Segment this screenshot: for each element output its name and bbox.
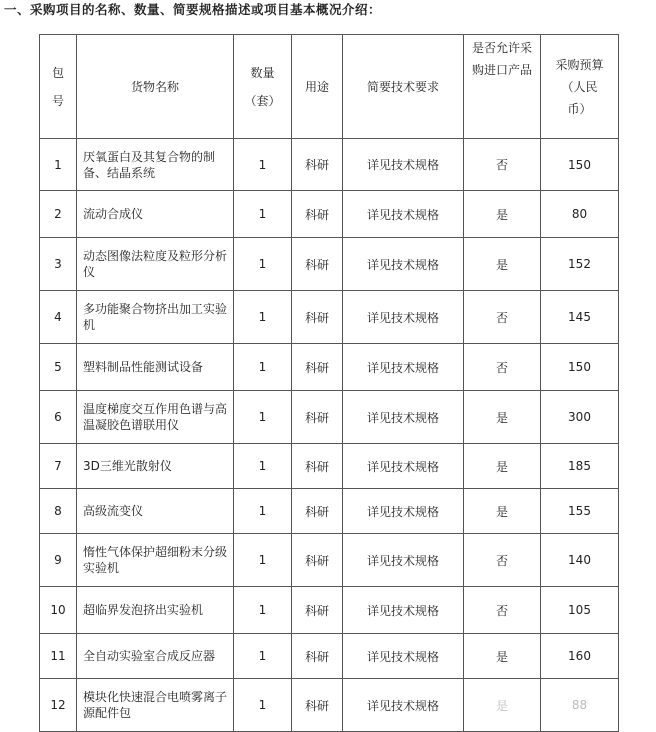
header-spec: 简要技术要求 (343, 35, 464, 139)
table-row (40, 391, 619, 444)
row-use: 科研 (292, 634, 343, 679)
row-goods-name: 流动合成仪 (77, 191, 234, 238)
row-use: 科研 (292, 344, 343, 391)
row-number: 4 (40, 291, 77, 344)
row-quantity: 1 (234, 489, 292, 534)
row-use: 科研 (292, 139, 343, 191)
row-goods-name: 温度梯度交互作用色谱与高温凝胶色谱联用仪 (77, 391, 234, 444)
header-package-no: 包 号 (40, 35, 77, 139)
row-import-allowed: 否 (464, 291, 541, 344)
row-import-allowed: 是 (464, 634, 541, 679)
row-number: 7 (40, 444, 77, 489)
row-quantity: 1 (234, 679, 292, 732)
row-use: 科研 (292, 444, 343, 489)
table-row (40, 679, 619, 732)
row-quantity: 1 (234, 587, 292, 634)
section-heading: 一、采购项目的名称、数量、简要规格描述或项目基本概况介绍： (4, 2, 382, 17)
row-budget: 300 (541, 391, 619, 444)
row-quantity: 1 (234, 391, 292, 444)
row-goods-name: 高级流变仪 (77, 489, 234, 534)
row-budget: 150 (541, 344, 619, 391)
table-row (40, 534, 619, 587)
row-spec: 详见技术规格 (343, 679, 464, 732)
row-number: 2 (40, 191, 77, 238)
row-use: 科研 (292, 191, 343, 238)
row-goods-name: 多功能聚合物挤出加工实验机 (77, 291, 234, 344)
row-number: 6 (40, 391, 77, 444)
row-import-allowed: 是 (464, 679, 541, 732)
row-quantity: 1 (234, 634, 292, 679)
table-row (40, 139, 619, 191)
row-budget: 145 (541, 291, 619, 344)
row-goods-name: 塑料制品性能测试设备 (77, 344, 234, 391)
row-import-allowed: 否 (464, 139, 541, 191)
row-number: 9 (40, 534, 77, 587)
row-quantity: 1 (234, 344, 292, 391)
row-import-allowed: 是 (464, 444, 541, 489)
row-import-allowed: 否 (464, 587, 541, 634)
row-budget: 140 (541, 534, 619, 587)
row-quantity: 1 (234, 139, 292, 191)
row-number: 10 (40, 587, 77, 634)
row-import-allowed: 否 (464, 344, 541, 391)
row-budget: 185 (541, 444, 619, 489)
row-goods-name: 3D三维光散射仪 (77, 444, 234, 489)
row-spec: 详见技术规格 (343, 534, 464, 587)
row-quantity: 1 (234, 291, 292, 344)
row-number: 12 (40, 679, 77, 732)
row-spec: 详见技术规格 (343, 444, 464, 489)
row-spec: 详见技术规格 (343, 391, 464, 444)
table-row (40, 587, 619, 634)
row-number: 1 (40, 139, 77, 191)
header-budget: 采购预算 （人民 币） (541, 35, 619, 139)
header-row (40, 35, 619, 139)
row-quantity: 1 (234, 534, 292, 587)
row-budget: 155 (541, 489, 619, 534)
row-spec: 详见技术规格 (343, 291, 464, 344)
row-budget: 88 (541, 679, 619, 732)
row-use: 科研 (292, 489, 343, 534)
header-use: 用途 (292, 35, 343, 139)
header-import-allowed: 是否允许采 购进口产品 (464, 35, 541, 139)
row-budget: 160 (541, 634, 619, 679)
row-budget: 152 (541, 238, 619, 291)
row-import-allowed: 是 (464, 391, 541, 444)
row-spec: 详见技术规格 (343, 634, 464, 679)
row-spec: 详见技术规格 (343, 191, 464, 238)
header-quantity: 数量 （套） (234, 35, 292, 139)
row-number: 5 (40, 344, 77, 391)
row-use: 科研 (292, 534, 343, 587)
row-import-allowed: 否 (464, 534, 541, 587)
row-spec: 详见技术规格 (343, 587, 464, 634)
row-goods-name: 全自动实验室合成反应器 (77, 634, 234, 679)
row-import-allowed: 是 (464, 489, 541, 534)
table-row (40, 444, 619, 489)
table-row (40, 344, 619, 391)
table-row (40, 634, 619, 679)
header-goods-name: 货物名称 (77, 35, 234, 139)
row-quantity: 1 (234, 444, 292, 489)
row-use: 科研 (292, 238, 343, 291)
table-row (40, 489, 619, 534)
row-spec: 详见技术规格 (343, 139, 464, 191)
row-number: 3 (40, 238, 77, 291)
row-goods-name: 超临界发泡挤出实验机 (77, 587, 234, 634)
row-budget: 80 (541, 191, 619, 238)
row-number: 8 (40, 489, 77, 534)
row-use: 科研 (292, 587, 343, 634)
row-use: 科研 (292, 391, 343, 444)
row-spec: 详见技术规格 (343, 489, 464, 534)
table-row (40, 291, 619, 344)
row-budget: 150 (541, 139, 619, 191)
row-quantity: 1 (234, 191, 292, 238)
table-row (40, 191, 619, 238)
row-spec: 详见技术规格 (343, 344, 464, 391)
row-budget: 105 (541, 587, 619, 634)
row-import-allowed: 是 (464, 191, 541, 238)
row-quantity: 1 (234, 238, 292, 291)
row-goods-name: 模块化快速混合电喷雾离子源配件包 (77, 679, 234, 732)
procurement-table (39, 34, 619, 732)
table-row (40, 238, 619, 291)
row-goods-name: 惰性气体保护超细粉末分级实验机 (77, 534, 234, 587)
row-goods-name: 动态图像法粒度及粒形分析仪 (77, 238, 234, 291)
row-use: 科研 (292, 679, 343, 732)
row-goods-name: 厌氧蛋白及其复合物的制备、结晶系统 (77, 139, 234, 191)
row-number: 11 (40, 634, 77, 679)
row-spec: 详见技术规格 (343, 238, 464, 291)
row-use: 科研 (292, 291, 343, 344)
row-import-allowed: 是 (464, 238, 541, 291)
